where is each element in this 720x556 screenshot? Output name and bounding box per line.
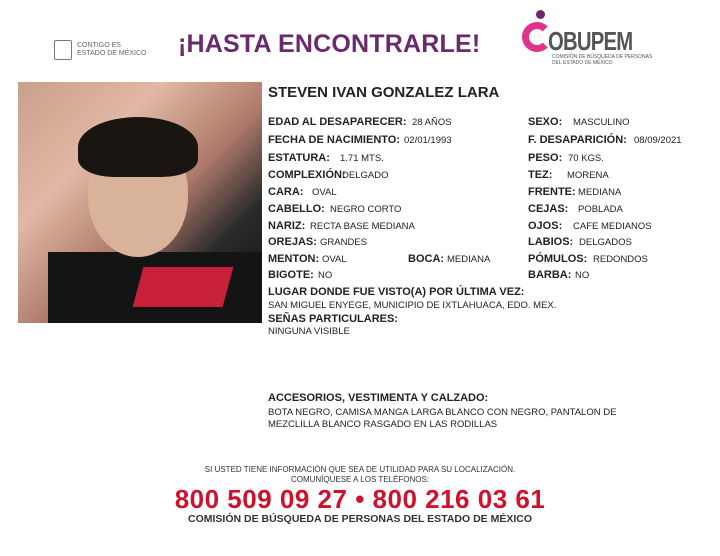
accessories-line: BOTA NEGRO, CAMISA MANGA LARGA BLANCO CON NEGRO, PANTALON DE: [268, 407, 617, 418]
missing-person-poster: CONTIGO ES ESTADO DE MÉXICO ¡HASTA ENCONTRARLE! OBUPEM COMISIÓN DE BÚSQUEDA DE PERSONAS DEL ESTADO DE MÉXICO STEVEN IVAN GONZALEZ LARA LUGAR DONDE FUE VISTO(A) POR ÚLTIMA VEZ: SAN MIGUEL ENYEGE, MUNICIPIO DE IXTLAHUACA, EDO. MEX. SEÑAS PARTICULARES: NINGUNA VISIBLE ACCESORIOS, VESTIMENTA Y CALZADO: BOTA NEGRO, CAMISA MANGA LARGA BLANCO CON NEGRO, PANTALON DE MEZCLILLA BLANCO RASGADO EN LAS RODILLAS SI USTED TIENE INFORMACIÓN QUE SEA DE UTILIDAD PARA SU LOCALIZACIÓN. COMUNÍQUESE A LOS TELÉFONOS: 800 509 09 27 • 800 216 03 61 COMISIÓN DE BÚSQUEDA DE PERSONAS DEL ESTADO DE MÉXICO EDAD AL DESAPARECER: 28 AÑOS FECHA DE NACIMIENTO: 02/01/1993 ESTATURA: 1.71 MTS. COMPLEXIÓN: DELGADO CARA: OVAL CABELLO: NEGRO CORTO NARIZ: RECTA BASE MEDIANA OREJAS: GRANDES MENTON: OVAL BIGOTE: NO SEXO: MASCULINO F. DESAPARICIÓN: 08/09/2021 PESO: 70 KGS. TEZ: MORENA FRENTE: MEDIANA CEJAS: POBLADA OJOS: CAFE MEDIANOS LABIOS: DELGADOS PÓMULOS: REDONDOS BARBA: NO BOCA: MEDIANA: [0, 0, 720, 556]
field-value: CAFE MEDIANOS: [573, 221, 652, 232]
field-value: MORENA: [567, 170, 609, 181]
field-value: NO: [318, 270, 333, 281]
gov-logo-line: ESTADO DE MÉXICO: [77, 50, 147, 57]
field-value: OVAL: [322, 254, 347, 265]
field-label: CABELLO:: [268, 203, 325, 215]
person-name: STEVEN IVAN GONZALEZ LARA: [268, 84, 500, 101]
field-label: COMPLEXIÓN:: [268, 169, 346, 181]
field-label: FECHA DE NACIMIENTO:: [268, 134, 400, 146]
field-value: 1.71 MTS.: [340, 153, 384, 164]
last-seen-value: SAN MIGUEL ENYEGE, MUNICIPIO DE IXTLAHUACA, EDO. MEX.: [268, 300, 557, 311]
field-label: ESTATURA:: [268, 152, 330, 164]
field-value: MASCULINO: [573, 117, 630, 128]
field-value: OVAL: [312, 187, 337, 198]
field-value: REDONDOS: [593, 254, 648, 265]
field-value: DELGADO: [342, 170, 389, 181]
field-label: LABIOS:: [528, 236, 574, 248]
field-label: FRENTE:: [528, 186, 576, 198]
accessories-label: ACCESORIOS, VESTIMENTA Y CALZADO:: [268, 392, 489, 404]
field-value: NEGRO CORTO: [330, 204, 402, 215]
seal-icon: [54, 40, 72, 60]
commission-name: COMISIÓN DE BÚSQUEDA DE PERSONAS DEL ESTADO DE MÉXICO: [187, 513, 532, 525]
marks-value: NINGUNA VISIBLE: [268, 326, 350, 337]
field-value: RECTA BASE MEDIANA: [310, 221, 415, 232]
field-label: CEJAS:: [528, 203, 569, 215]
footer-info-line: COMUNÍQUESE A LOS TELÉFONOS:: [290, 475, 430, 484]
accessories-line: MEZCLILLA BLANCO RASGADO EN LAS RODILLAS: [268, 419, 498, 430]
field-label: CARA:: [268, 186, 304, 198]
field-value: MEDIANA: [447, 254, 491, 265]
field-value: 08/09/2021: [634, 135, 682, 146]
field-label: BIGOTE:: [268, 269, 314, 281]
field-label: NARIZ:: [268, 220, 306, 232]
footer-info-line: SI USTED TIENE INFORMACIÓN QUE SEA DE UTILIDAD PARA SU LOCALIZACIÓN.: [204, 465, 516, 474]
field-label: MENTON:: [268, 253, 320, 265]
field-value: 02/01/1993: [404, 135, 452, 146]
field-label: BARBA:: [528, 269, 572, 281]
field-label: TEZ:: [528, 169, 553, 181]
field-label: PÓMULOS:: [528, 253, 588, 265]
field-label: BOCA:: [408, 253, 445, 265]
phone-numbers: 800 509 09 27 • 800 216 03 61: [174, 484, 546, 514]
field-value: DELGADOS: [579, 237, 632, 248]
field-value: POBLADA: [578, 204, 623, 215]
field-label: F. DESAPARICIÓN:: [528, 134, 627, 146]
field-label: EDAD AL DESAPARECER:: [268, 116, 407, 128]
field-label: OJOS:: [528, 220, 563, 232]
field-value: 70 KGS.: [568, 153, 604, 164]
gobierno-estado-mexico-logo: [54, 40, 147, 60]
gov-logo-line: CONTIGO ES: [77, 42, 121, 49]
person-photo: [18, 82, 262, 323]
poster-title: ¡HASTA ENCONTRARLE!: [178, 30, 481, 58]
field-value: 28 AÑOS: [412, 117, 452, 128]
field-label: PESO:: [528, 152, 563, 164]
last-seen-label: LUGAR DONDE FUE VISTO(A) POR ÚLTIMA VEZ:: [268, 286, 525, 298]
field-label: OREJAS:: [268, 236, 317, 248]
field-value: MEDIANA: [578, 187, 622, 198]
marks-label: SEÑAS PARTICULARES:: [268, 313, 398, 325]
field-label: SEXO:: [528, 116, 563, 128]
field-value: NO: [575, 270, 590, 281]
field-value: GRANDES: [320, 237, 367, 248]
